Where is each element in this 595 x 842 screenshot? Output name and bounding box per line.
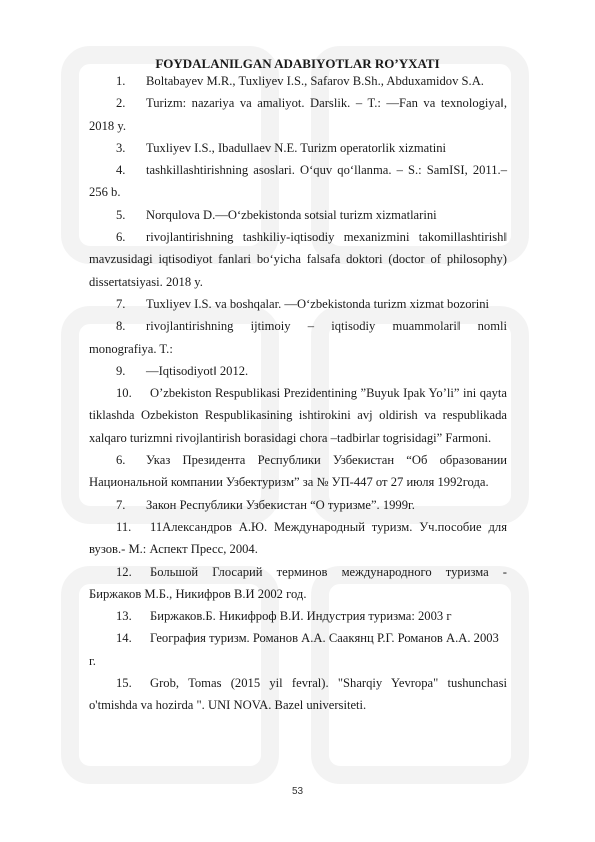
reference-number: 11.	[116, 519, 132, 534]
reference-number: 1.	[116, 74, 126, 88]
reference-number: 4.	[116, 163, 126, 178]
reference-number: 6.	[116, 230, 126, 245]
reference-item	[89, 561, 507, 606]
reference-text: Norqulova D.―O‘zbekistonda sotsial turizm xizmatlarini	[146, 207, 437, 222]
reference-number: 15.	[116, 676, 132, 691]
reference-item	[89, 70, 507, 92]
reference-item	[89, 627, 507, 672]
reference-text: 11Александров А.Ю. Международный туризм. Уч.пособие для вузов.- М.: Аспект Пресс, 2004.	[89, 519, 507, 557]
reference-text: Закон Республики Узбекистан “О туризме”. 1999г.	[146, 497, 415, 512]
reference-text: Указ Президента Республики Узбекистан “Об образовании Национальной компании Узбектуризм” за № УП-447 от 27 июля 1992года.	[89, 453, 507, 490]
reference-number: 10.	[116, 386, 132, 401]
reference-text: rivojlantirishning ijtimoiy – iqtisodiy muammolari‖ nomli monografiya. T.:	[89, 319, 507, 356]
reference-item	[89, 605, 507, 627]
reference-text: Boltabayev M.R., Tuxliyev I.S., Safarov B.Sh., Abduxamidov S.A.	[146, 74, 484, 88]
reference-text: Большой Глосарий терминов международного туризма - Биржаков М.Б., Никифров В.И 2002 год.	[89, 564, 507, 601]
page-title: FOYDALANILGAN ADABIYOTLAR RO’YXATI	[155, 56, 440, 71]
reference-number: 9.	[116, 363, 126, 378]
reference-number: 7.	[116, 497, 126, 512]
reference-number: 8.	[116, 319, 126, 334]
reference-item	[89, 159, 507, 204]
reference-text: ―Iqtisodiyot‖ 2012.	[146, 363, 249, 378]
reference-text: tashkillashtirishning asoslari. O‘quv qo‘llanma. – S.: SamISI, 2011.– 256 b.	[89, 163, 507, 200]
reference-number: 12.	[116, 564, 132, 579]
reference-number: 13.	[116, 609, 132, 624]
reference-number: 14.	[116, 631, 132, 646]
reference-item	[89, 137, 507, 159]
reference-number: 2.	[116, 96, 126, 111]
reference-text: rivojlantirishning tashkiliy-iqtisodiy mexanizmini takomillashtirish‖ mavzusidagi iqtisodiyot fanlari bo‘yicha falsafa doktori (doctor of philosophy) dissertatsiyasi. 2018 y.	[89, 230, 507, 289]
reference-item	[89, 226, 507, 293]
page-number: 53	[291, 786, 304, 797]
reference-number: 7.	[116, 296, 126, 311]
reference-item	[89, 382, 507, 449]
reference-text: Turizm: nazariya va amaliyot. Darslik. – T.: ―Fan va texnologiya‖, 2018 y.	[89, 96, 507, 133]
reference-text: Биржаков.Б. Никифроф В.И. Индустрия туризма: 2003 г	[150, 609, 452, 624]
reference-text: Tuxliyev I.S., Ibadullaev N.E. Turizm operatorlik xizmatini	[146, 140, 447, 155]
reference-number: 6.	[116, 453, 126, 468]
reference-item	[89, 449, 507, 494]
reference-text: География туризм. Романов А.А. Саакянц Р.Г. Романов А.А. 2003 г.	[89, 631, 499, 668]
reference-number: 3.	[116, 140, 126, 155]
reference-item	[89, 360, 507, 382]
reference-item	[89, 293, 507, 315]
reference-item	[89, 516, 507, 561]
reference-text: Grob, Tomas (2015 yil fevral). "Sharqiy Yevropa" tushunchasi o'tmishda va hozirda ". UNI NOVA. Bazel universiteti.	[89, 676, 507, 713]
reference-item	[89, 494, 507, 516]
reference-item	[89, 315, 507, 360]
reference-item	[89, 92, 507, 137]
references-list	[89, 70, 507, 717]
reference-text: O’zbekiston Respublikasi Prezidentining ”Buyuk Ipak Yo’li” ini qayta tiklashda Ozbekiston Respublikasining ishtirokini avj oldirish va respublikada xalqaro turizmni rivojlantirish borasidagi chora –tadbirlar togrisidagi” Farmoni.	[89, 386, 507, 445]
reference-number: 5.	[116, 207, 126, 222]
reference-text: Tuxliyev I.S. va boshqalar. ―O‘zbekistonda turizm xizmat bozorini	[146, 296, 490, 311]
reference-item	[89, 204, 507, 226]
reference-item	[89, 672, 507, 717]
